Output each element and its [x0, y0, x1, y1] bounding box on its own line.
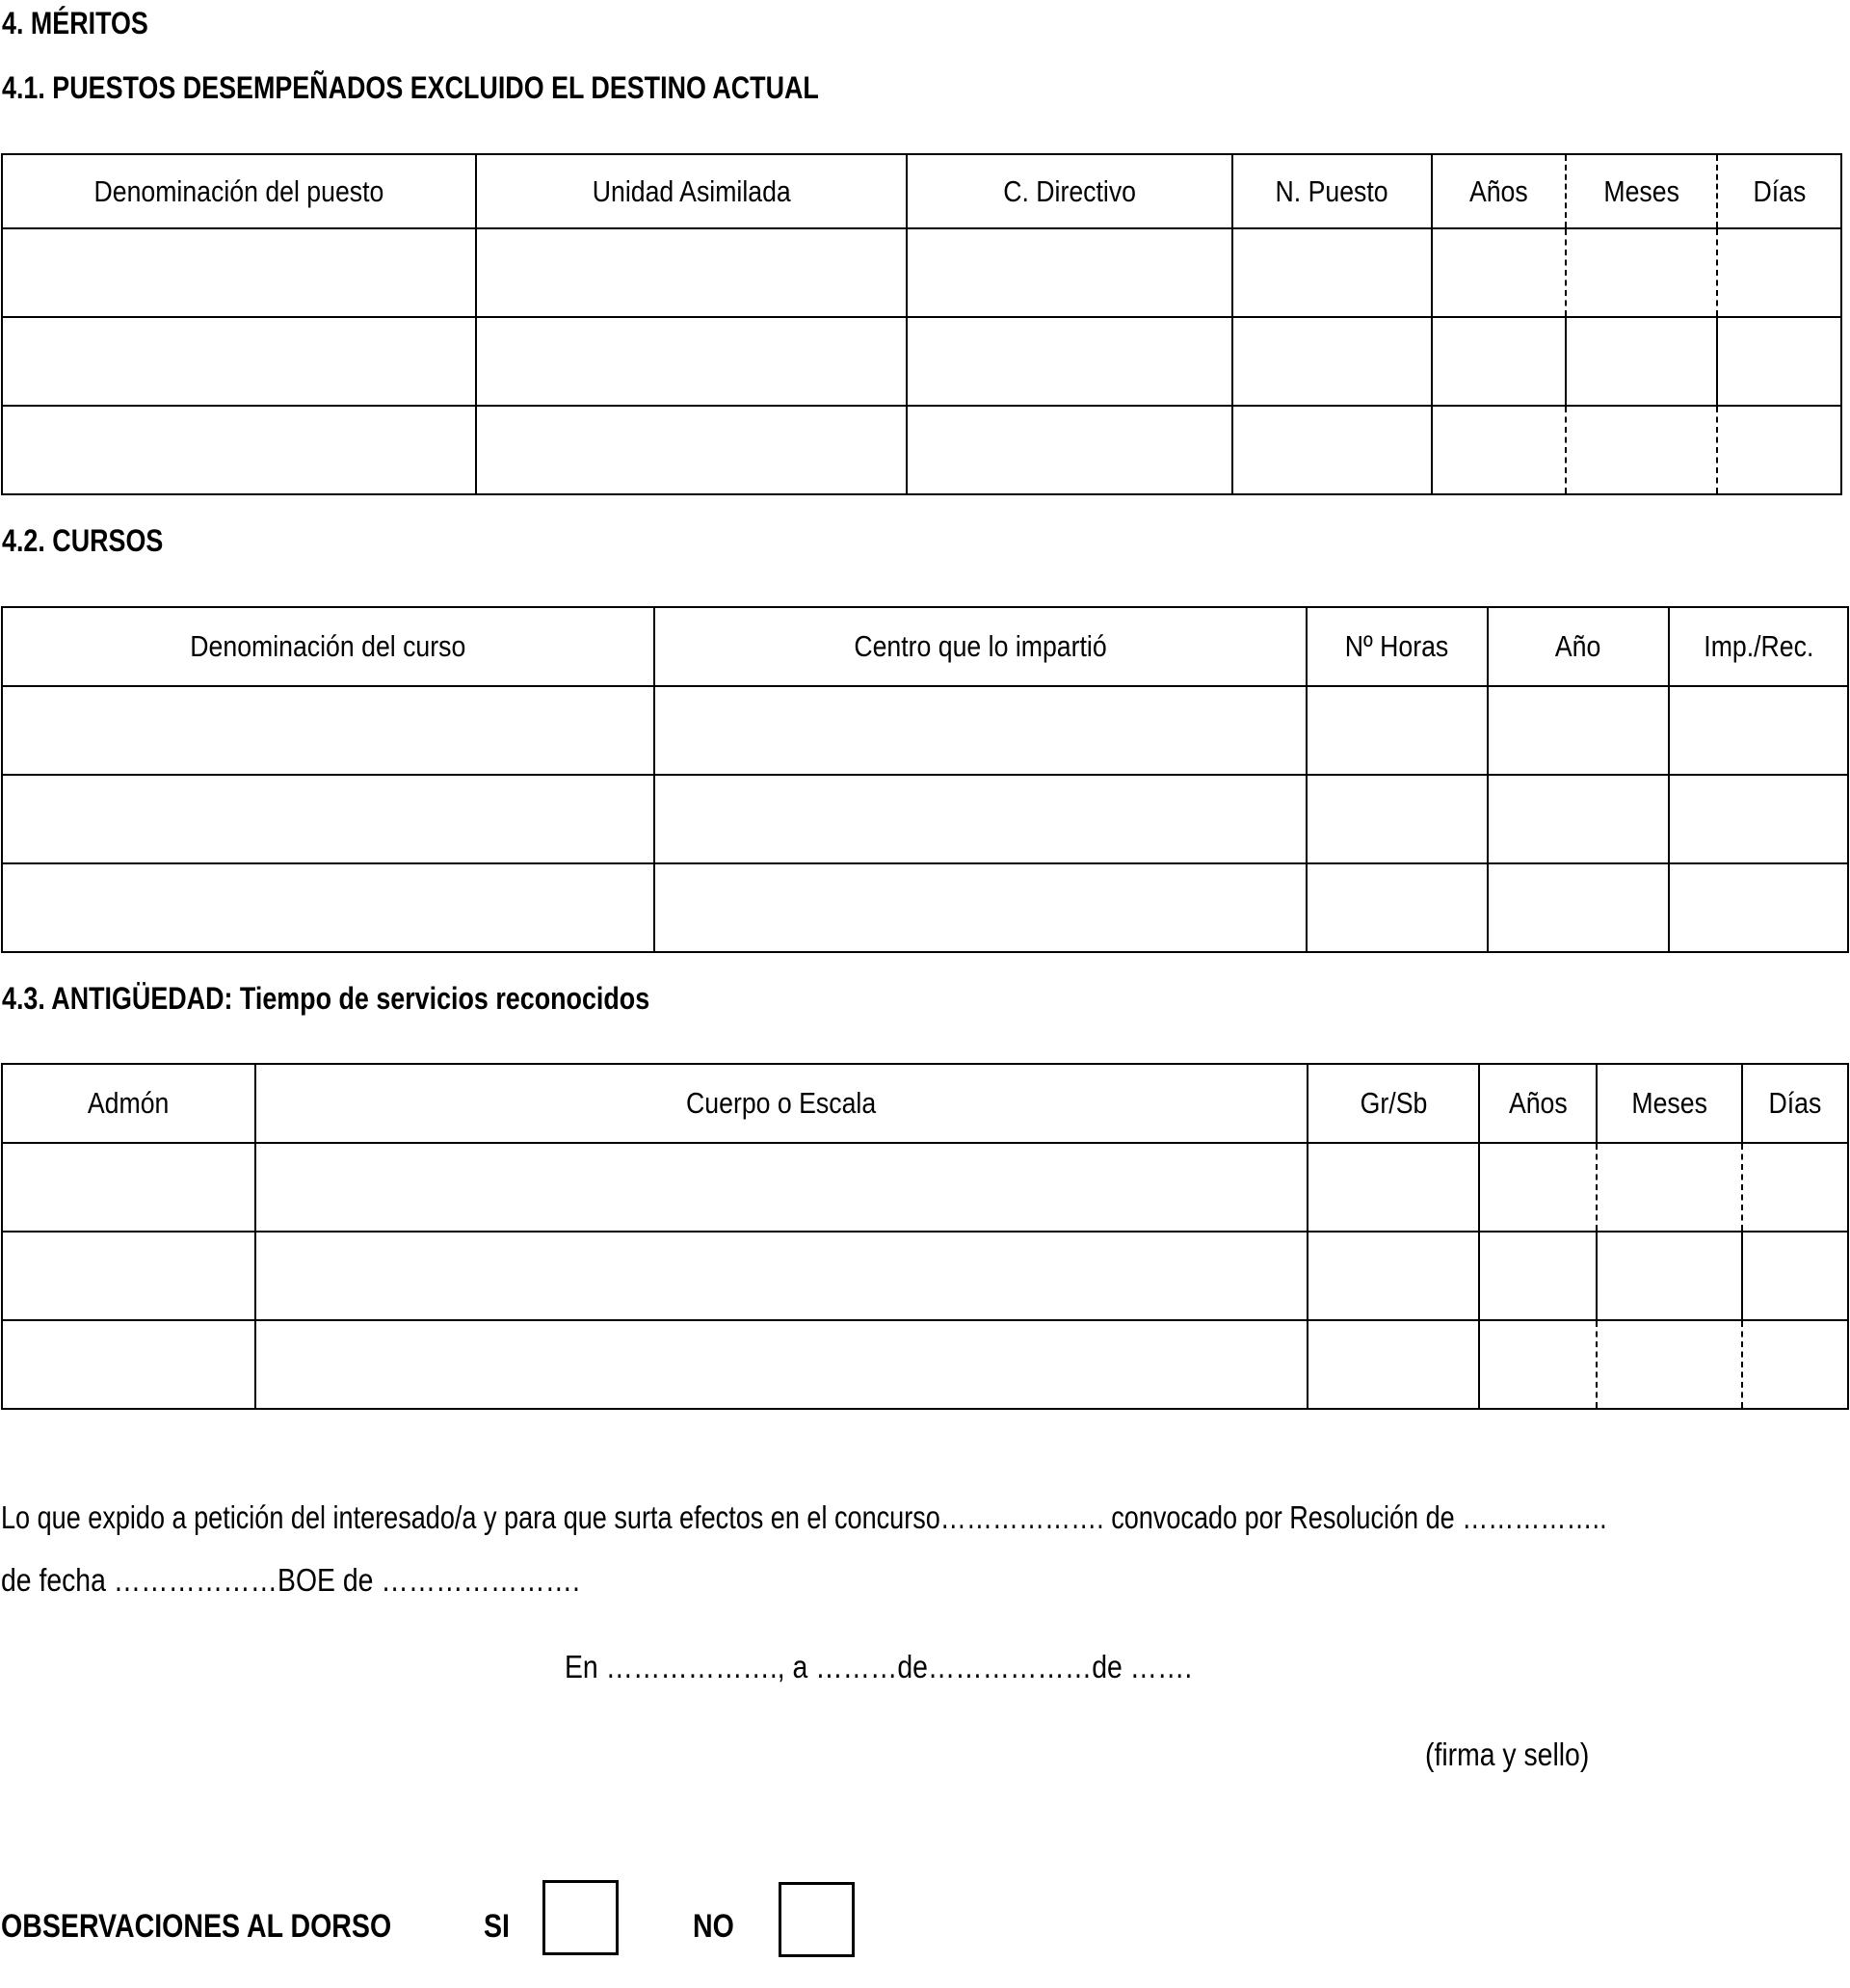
column-header: Centro que lo impartió: [654, 607, 1307, 686]
table-cell[interactable]: [907, 317, 1232, 406]
table-cell[interactable]: [2, 1143, 255, 1232]
table-row: [2, 863, 1848, 952]
column-header: Días: [1742, 1064, 1848, 1143]
table-cell[interactable]: [476, 317, 907, 406]
table-header-row: [2, 1064, 1848, 1143]
table-cell[interactable]: [1432, 228, 1566, 317]
table-cell[interactable]: [1232, 317, 1432, 406]
no-checkbox[interactable]: [779, 1882, 855, 1957]
table-cell[interactable]: [1717, 317, 1841, 406]
table-cell[interactable]: [1479, 1143, 1597, 1232]
table-cell[interactable]: [1566, 406, 1717, 494]
place-date-line: En ………………., a ………de………………de …….: [565, 1649, 1193, 1684]
table-row: [2, 228, 1841, 317]
table-row: [2, 686, 1848, 775]
table-cell[interactable]: [1566, 228, 1717, 317]
column-header: Unidad Asimilada: [476, 154, 907, 228]
table-cell[interactable]: [2, 1320, 255, 1409]
table-cell[interactable]: [1307, 863, 1488, 952]
subsection-title-puestos: 4.1. PUESTOS DESEMPEÑADOS EXCLUIDO EL DESTINO ACTUAL: [2, 70, 819, 105]
certification-text-line-2: de fecha ………………BOE de ………………….: [1, 1562, 580, 1598]
table-cell[interactable]: [1307, 686, 1488, 775]
table-cell[interactable]: [2, 406, 476, 494]
column-header: Admón: [2, 1064, 255, 1143]
column-header: Imp./Rec.: [1669, 607, 1848, 686]
antiguedad-table: [1, 1063, 1849, 1410]
table-cell[interactable]: [2, 228, 476, 317]
table-cell[interactable]: [907, 406, 1232, 494]
table-cell[interactable]: [1307, 775, 1488, 863]
table-cell[interactable]: [1566, 317, 1717, 406]
subsection-title-antiguedad: 4.3. ANTIGÜEDAD: Tiempo de servicios reconocidos: [2, 981, 650, 1016]
column-header: Denominación del curso: [2, 607, 654, 686]
table-cell[interactable]: [1308, 1232, 1479, 1320]
si-checkbox[interactable]: [542, 1880, 619, 1955]
table-cell[interactable]: [1597, 1320, 1742, 1409]
section-title: 4. MÉRITOS: [2, 6, 148, 40]
column-header: Meses: [1597, 1064, 1742, 1143]
column-header: Días: [1717, 154, 1841, 228]
si-label: SI: [484, 1908, 510, 1945]
table-header-row: [2, 154, 1841, 228]
table-cell[interactable]: [654, 775, 1307, 863]
signature-label: (firma y sello): [1425, 1736, 1590, 1772]
table-cell[interactable]: [1742, 1232, 1848, 1320]
table-cell[interactable]: [2, 863, 654, 952]
table-cell[interactable]: [1479, 1232, 1597, 1320]
table-cell[interactable]: [1597, 1232, 1742, 1320]
table-cell[interactable]: [1432, 317, 1566, 406]
table-cell[interactable]: [1488, 686, 1669, 775]
table-cell[interactable]: [1669, 775, 1848, 863]
table-cell[interactable]: [2, 775, 654, 863]
column-header: Años: [1432, 154, 1566, 228]
table-row: [2, 1320, 1848, 1409]
table-cell[interactable]: [654, 686, 1307, 775]
table-cell[interactable]: [1308, 1143, 1479, 1232]
puestos-table: [1, 153, 1842, 495]
column-header: Denominación del puesto: [2, 154, 476, 228]
table-cell[interactable]: [476, 228, 907, 317]
table-cell[interactable]: [2, 1232, 255, 1320]
certification-text-line-1: Lo que expido a petición del interesado/a y para que surta efectos en el concurso………………. convocado por Resolución de ……………..: [1, 1499, 1607, 1535]
subsection-title-cursos: 4.2. CURSOS: [2, 523, 164, 558]
column-header: Año: [1488, 607, 1669, 686]
table-cell[interactable]: [476, 406, 907, 494]
column-header: Gr/Sb: [1308, 1064, 1479, 1143]
column-header: N. Puesto: [1232, 154, 1432, 228]
column-header: Nº Horas: [1307, 607, 1488, 686]
observaciones-label: OBSERVACIONES AL DORSO: [1, 1908, 392, 1945]
table-cell[interactable]: [2, 686, 654, 775]
table-cell[interactable]: [1308, 1320, 1479, 1409]
table-row: [2, 775, 1848, 863]
table-cell[interactable]: [1488, 775, 1669, 863]
table-cell[interactable]: [1597, 1143, 1742, 1232]
no-label: NO: [693, 1908, 734, 1945]
table-cell[interactable]: [2, 317, 476, 406]
table-cell[interactable]: [1488, 863, 1669, 952]
table-row: [2, 406, 1841, 494]
table-cell[interactable]: [1717, 228, 1841, 317]
table-row: [2, 317, 1841, 406]
table-cell[interactable]: [1432, 406, 1566, 494]
table-row: [2, 1232, 1848, 1320]
column-header: C. Directivo: [907, 154, 1232, 228]
table-cell[interactable]: [255, 1232, 1308, 1320]
table-cell[interactable]: [1232, 406, 1432, 494]
table-cell[interactable]: [1742, 1320, 1848, 1409]
table-header-row: [2, 607, 1848, 686]
table-cell[interactable]: [1479, 1320, 1597, 1409]
table-cell[interactable]: [1669, 686, 1848, 775]
column-header: Cuerpo o Escala: [255, 1064, 1308, 1143]
table-cell[interactable]: [654, 863, 1307, 952]
column-header: Años: [1479, 1064, 1597, 1143]
table-cell[interactable]: [255, 1320, 1308, 1409]
table-cell[interactable]: [1717, 406, 1841, 494]
table-cell[interactable]: [1742, 1143, 1848, 1232]
table-cell[interactable]: [907, 228, 1232, 317]
column-header: Meses: [1566, 154, 1717, 228]
cursos-table: [1, 606, 1849, 953]
table-row: [2, 1143, 1848, 1232]
table-cell[interactable]: [1232, 228, 1432, 317]
table-cell[interactable]: [255, 1143, 1308, 1232]
table-cell[interactable]: [1669, 863, 1848, 952]
